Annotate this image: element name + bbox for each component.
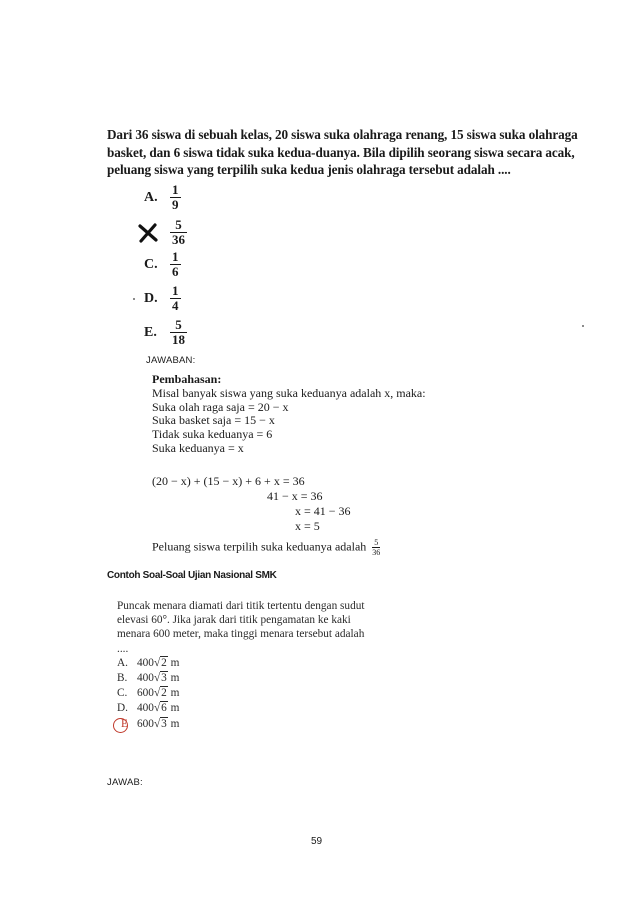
scan-speck: [582, 325, 584, 327]
q2-option-d: D. 400√6 m: [117, 702, 180, 714]
q2-option-e: E 600√3 m: [121, 718, 180, 730]
equation-line: 41 − x = 36: [267, 489, 323, 503]
conclusion-text: Peluang siswa terpilih suka keduanya adalah: [152, 539, 367, 554]
q2-option-a: A. 400√2 m: [117, 657, 180, 669]
section-heading: Contoh Soal-Soal Ujian Nasional SMK: [107, 570, 277, 581]
pembahasan-line: Suka basket saja = 15 − x: [152, 413, 275, 428]
conclusion-line: [152, 538, 380, 557]
q1-option-c: [144, 250, 181, 279]
pembahasan-title: Pembahasan:: [152, 372, 222, 386]
pembahasan-block: [152, 373, 452, 456]
option-letter: C.: [144, 256, 158, 272]
scan-speck: [133, 298, 135, 300]
equation-line: x = 41 − 36: [295, 504, 351, 518]
q2-option-b: B. 400√3 m: [117, 672, 180, 684]
sqrt-symbol: √2: [153, 657, 167, 669]
jawaban-label: JAWABAN:: [146, 355, 196, 366]
question-1-text: Dari 36 siswa di sebuah kelas, 20 siswa suka olahraga renang, 15 siswa suka olahraga basket, dan 6 siswa tidak suka kedua-duanya. Bila dipilih seorang siswa secara acak, peluang siswa yang terpilih suka kedua jenis olahraga tersebut adalah ....: [107, 127, 578, 177]
q2-option-c: C. 600√2 m: [117, 687, 180, 699]
pembahasan-line: Tidak suka keduanya = 6: [152, 427, 273, 442]
option-fraction: $\frac{1}{4}$: [172, 283, 179, 313]
q1-option-b: [144, 218, 187, 247]
page-number: 59: [311, 836, 323, 847]
question-2-text: Puncak menara diamati dari titik tertentu dengan sudut elevasi 60°. Jika jarak dari titik pengamatan ke kaki menara 600 meter, maka tinggi menara tersebut adalah ....: [117, 600, 365, 655]
sqrt-symbol: √3: [153, 672, 167, 684]
option-letter: A.: [144, 189, 158, 205]
pembahasan-line: Suka keduanya = x: [152, 440, 244, 455]
q1-option-e: [144, 318, 187, 347]
equation-line: x = 5: [295, 519, 320, 533]
pembahasan-line: Suka olah raga saja = 20 − x: [152, 399, 289, 414]
option-fraction: $\frac{1}{9}$: [172, 182, 179, 212]
q1-option-a: [144, 183, 181, 212]
sqrt-symbol: √6: [153, 702, 167, 714]
jawab-label: JAWAB:: [107, 777, 143, 788]
option-fraction: $\frac{5}{18}$: [172, 317, 185, 347]
pembahasan-line: Misal banyak siswa yang suka keduanya adalah x, maka:: [152, 385, 426, 400]
equation-line: (20 − x) + (15 − x) + 6 + x = 36: [152, 474, 305, 488]
sqrt-symbol: √3: [153, 718, 167, 730]
option-letter: E.: [144, 324, 157, 340]
option-letter: D.: [144, 290, 158, 306]
sqrt-symbol: √2: [153, 687, 167, 699]
q1-option-d: [144, 284, 181, 313]
option-fraction: $\frac{5}{36}$: [172, 217, 185, 247]
conclusion-fraction: $\frac{5}{36}$: [372, 538, 381, 557]
option-fraction: $\frac{1}{6}$: [172, 249, 179, 279]
